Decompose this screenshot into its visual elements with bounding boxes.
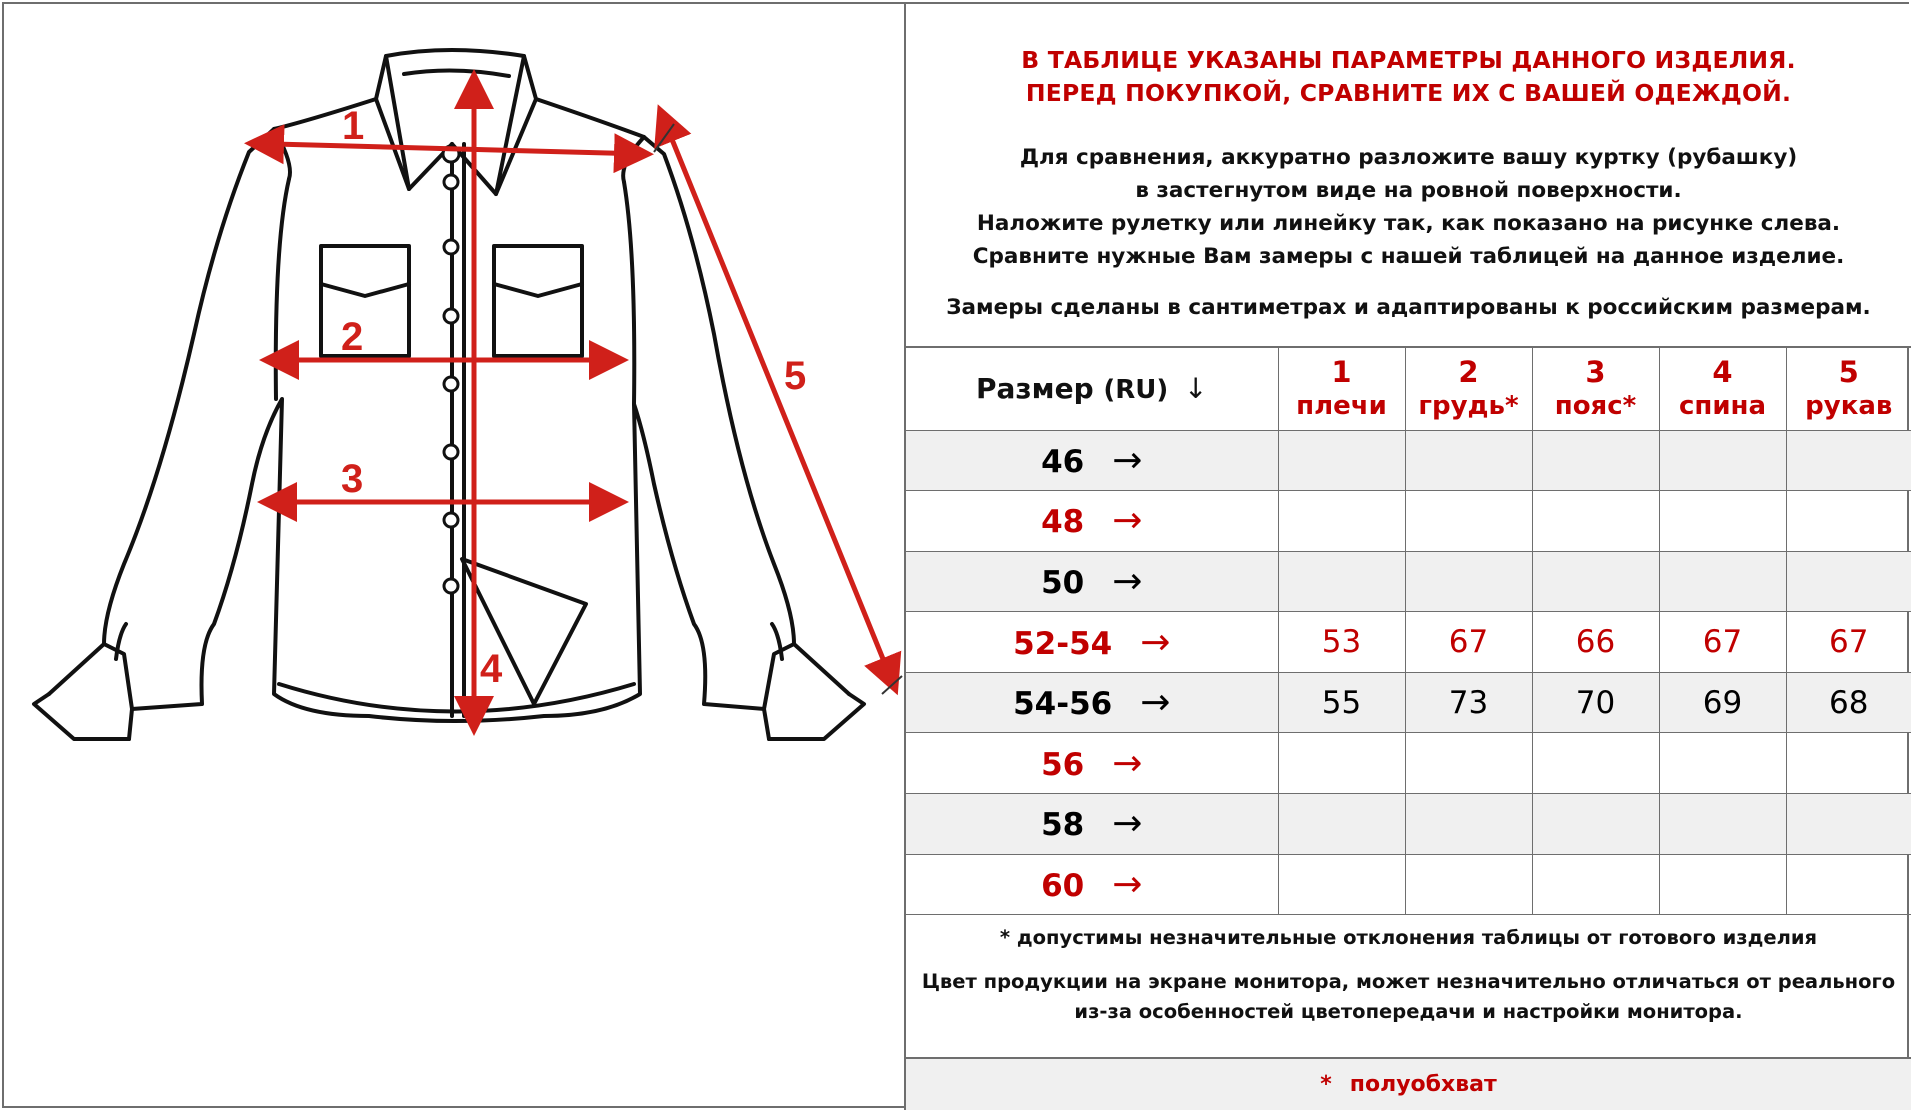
value-cell (1532, 854, 1659, 915)
value-cell (1659, 491, 1786, 552)
column-label: грудь* (1418, 390, 1519, 421)
value-cell (1786, 430, 1911, 491)
size-value: 60 (1041, 867, 1085, 904)
size-value: 48 (1041, 504, 1085, 541)
value-cell (1659, 733, 1786, 794)
instruction-line-4: Сравните нужные Вам замеры с нашей таблицей на данное изделие. (972, 244, 1845, 269)
size-value: 56 (1041, 746, 1085, 783)
right-arrow-icon: → (1112, 439, 1143, 481)
value-cell (1405, 854, 1532, 915)
size-value: 50 (1041, 564, 1085, 601)
column-label: спина (1678, 390, 1767, 421)
value-cell: 67 (1659, 612, 1786, 673)
column-number: 1 (1331, 354, 1352, 389)
value-cell (1405, 430, 1532, 491)
value-cell: 73 (1405, 672, 1532, 733)
value-cell (1278, 854, 1405, 915)
value-cell (1659, 551, 1786, 612)
color-note-line-1: Цвет продукции на экране монитора, может незначительно отличаться от реального (921, 970, 1896, 993)
measurement-arrows (274, 99, 902, 726)
instruction-line-3: Наложите рулетку или линейку так, как показано на рисунке слева. (976, 211, 1841, 236)
color-note-line-2: из-за особенностей цветопередачи и настройки монитора. (1074, 1000, 1743, 1023)
value-cell: 66 (1532, 612, 1659, 673)
column-label: плечи (1296, 390, 1387, 421)
table-row (906, 794, 1911, 855)
size-header-label: Размер (976, 372, 1094, 406)
size-chart (2, 2, 1909, 1108)
value-cell (1278, 491, 1405, 552)
footer-legend (906, 1059, 1911, 1110)
size-column-header (906, 348, 1278, 430)
value-cell (1405, 551, 1532, 612)
right-arrow-icon: → (1112, 500, 1143, 542)
value-cell (1278, 551, 1405, 612)
size-cell (906, 551, 1278, 612)
column-header-sleeve (1786, 348, 1911, 430)
measure-4-label: 4 (480, 647, 503, 691)
table-row (906, 491, 1911, 552)
table-row (906, 733, 1911, 794)
value-cell: 69 (1659, 672, 1786, 733)
table-row (906, 672, 1911, 733)
size-cell (906, 430, 1278, 491)
column-label: пояс* (1554, 390, 1637, 421)
value-cell (1532, 794, 1659, 855)
size-cell (906, 672, 1278, 733)
value-cell (1405, 733, 1532, 794)
value-cell: 67 (1786, 612, 1911, 673)
column-number: 5 (1838, 354, 1859, 389)
value-cell (1786, 551, 1911, 612)
units-note: Замеры сделаны в сантиметрах и адаптированы к российским размерам. (946, 295, 1871, 320)
measure-5-arrow (669, 132, 894, 686)
shirt-measurement-diagram (4, 4, 904, 1110)
warning-line-2: ПЕРЕД ПОКУПКОЙ, СРАВНИТЕ ИХ С ВАШЕЙ ОДЕЖДОЙ. (1025, 79, 1792, 107)
size-cell (906, 794, 1278, 855)
right-arrow-icon: → (1140, 621, 1171, 663)
down-arrow-icon: ↓ (1184, 372, 1208, 406)
value-cell (1278, 430, 1405, 491)
tolerance-note: * допустимы незначительные отклонения таблицы от готового изделия (999, 926, 1818, 949)
measure-1-label: 1 (342, 104, 365, 148)
column-number: 4 (1712, 354, 1733, 389)
column-header-chest (1405, 348, 1532, 430)
value-cell (1532, 430, 1659, 491)
value-cell (1278, 733, 1405, 794)
right-arrow-icon: → (1112, 803, 1143, 845)
column-header-back (1659, 348, 1786, 430)
column-header-shoulders (1278, 348, 1405, 430)
size-value: 54-56 (1013, 686, 1113, 723)
value-cell: 70 (1532, 672, 1659, 733)
instruction-line-1: Для сравнения, аккуратно разложите вашу куртку (рубашку) (1019, 145, 1798, 170)
right-arrow-icon: → (1140, 682, 1171, 724)
value-cell (1786, 491, 1911, 552)
size-cell (906, 612, 1278, 673)
measure-2-label: 2 (341, 315, 364, 359)
value-cell (1532, 733, 1659, 794)
value-cell (1532, 491, 1659, 552)
size-cell (906, 854, 1278, 915)
size-value: 46 (1041, 443, 1085, 480)
size-table (906, 348, 1911, 915)
footer-text: полуобхват (1349, 1072, 1497, 1097)
column-label: рукав (1805, 390, 1893, 421)
value-cell (1659, 430, 1786, 491)
value-cell: 55 (1278, 672, 1405, 733)
right-arrow-icon: → (1112, 863, 1143, 905)
instructions-block (906, 4, 1911, 348)
size-header-ru: (RU) (1103, 375, 1169, 406)
size-info-panel (904, 4, 1911, 1110)
asterisk-icon: * (1320, 1072, 1332, 1097)
value-cell (1659, 854, 1786, 915)
table-header-row (906, 348, 1911, 430)
size-value: 52-54 (1013, 625, 1113, 662)
instruction-line-2: в застегнутом виде на ровной поверхности. (1135, 178, 1682, 203)
table-row (906, 430, 1911, 491)
right-arrow-icon: → (1112, 742, 1143, 784)
value-cell (1659, 794, 1786, 855)
value-cell (1405, 491, 1532, 552)
notes-block (906, 914, 1911, 1059)
value-cell: 68 (1786, 672, 1911, 733)
size-cell (906, 733, 1278, 794)
column-header-waist (1532, 348, 1659, 430)
size-value: 58 (1041, 807, 1085, 844)
table-row (906, 551, 1911, 612)
measure-3-label: 3 (341, 457, 364, 501)
value-cell (1532, 551, 1659, 612)
value-cell (1786, 794, 1911, 855)
table-row (906, 854, 1911, 915)
value-cell (1786, 733, 1911, 794)
value-cell: 67 (1405, 612, 1532, 673)
right-arrow-icon: → (1112, 560, 1143, 602)
value-cell (1405, 794, 1532, 855)
column-number: 2 (1458, 354, 1479, 389)
value-cell (1278, 794, 1405, 855)
warning-line-1: В ТАБЛИЦЕ УКАЗАНЫ ПАРАМЕТРЫ ДАННОГО ИЗДЕЛИЯ. (1021, 46, 1796, 74)
measure-5-label: 5 (784, 354, 807, 398)
value-cell: 53 (1278, 612, 1405, 673)
value-cell (1786, 854, 1911, 915)
table-row (906, 612, 1911, 673)
size-cell (906, 491, 1278, 552)
shirt-diagram-svg (4, 4, 904, 1110)
column-number: 3 (1585, 354, 1606, 389)
